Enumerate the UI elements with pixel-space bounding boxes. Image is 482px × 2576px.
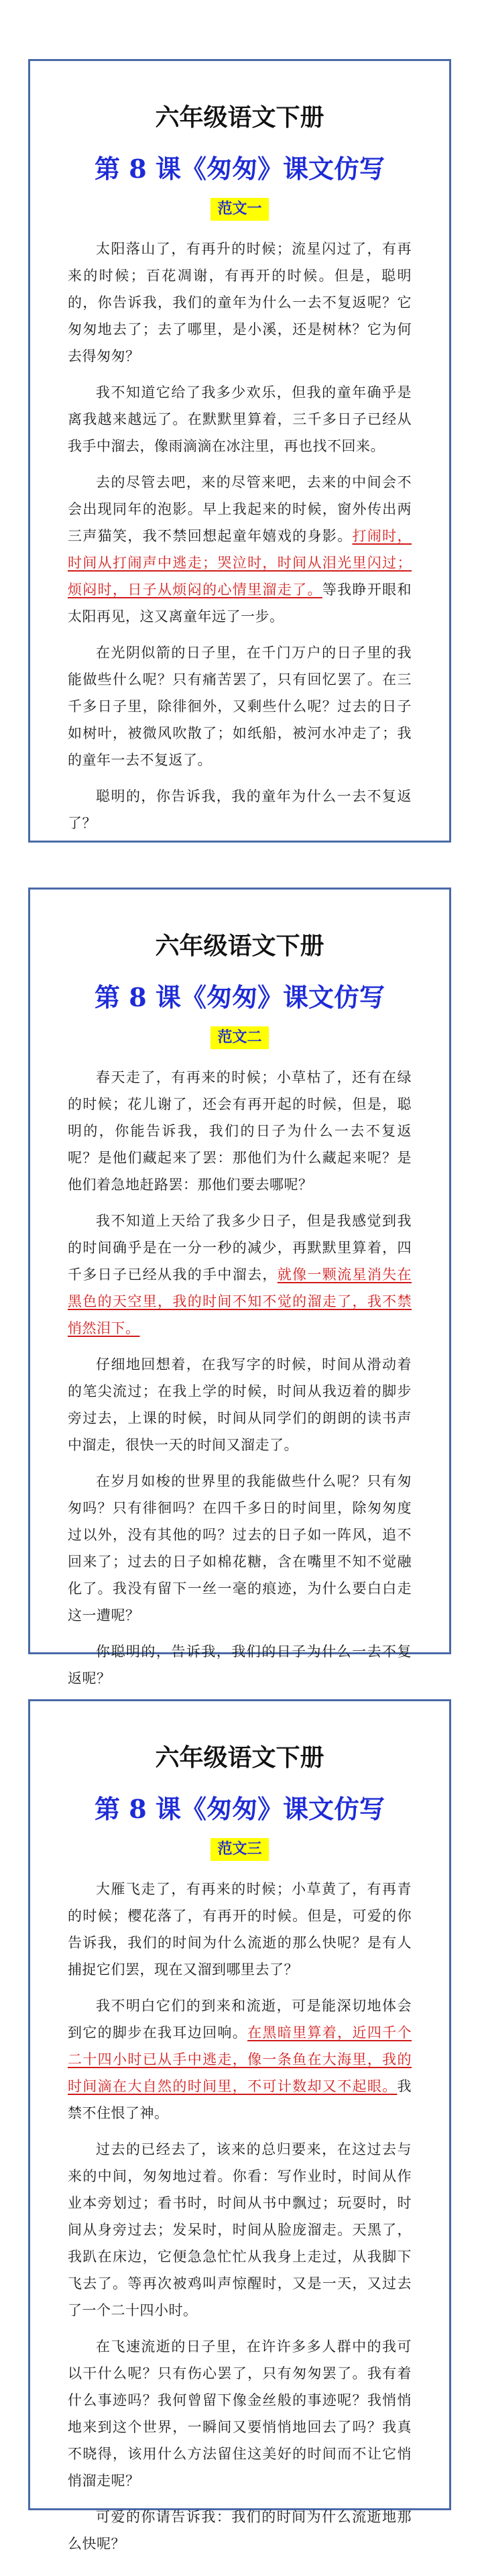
essay-paragraph: 我不知道上天给了我多少日子，但是我感觉到我的时间确乎是在一分一秒的减少，再默默里算着，四千多日子已经从我的手中溜去，就像一颗流星消失在黑色的天空里，我的时间不知不觉的溜走了，我不禁悄然泪下。 xyxy=(68,1213,412,1336)
essay-paragraph: 我不知道它给了我多少欢乐，但我的童年确乎是离我越来越远了。在默默里算着，三千多日子已经从我手中溜去，像雨滴滴在冰注里，再也找不回来。 xyxy=(68,384,412,454)
page-title: 六年级语文下册 xyxy=(155,1743,324,1772)
highlighted-sentence: 就像一颗流星消失在黑色的天空里，我的时间不知不觉的溜走了，我不禁悄然泪下。 xyxy=(68,1267,412,1336)
essay-paragraph: 你聪明的，告诉我，我们的日子为什么一去不复返呢？ xyxy=(68,1644,412,1686)
essay-page-2 xyxy=(28,888,451,1686)
lesson-subtitle: 第 8 课《匆匆》课文仿写 xyxy=(95,154,385,184)
lesson-subtitle: 第 8 课《匆匆》课文仿写 xyxy=(95,982,385,1012)
sample-badge: 范文二 xyxy=(210,1026,268,1049)
essay-paragraph: 太阳落山了，有再升的时候；流星闪过了，有再来的时候；百花凋谢，有再开的时候。但是，聪明的，你告诉我，我们的童年为什么一去不复返呢？它匆匆地去了；去了哪里，是小溪，还是树林？它为何去得匆匆？ xyxy=(68,241,412,364)
highlighted-sentence: 打闹时，时间从打闹声中逃走；哭泣时，时间从泪光里闪过；烦闷时，日子从烦闷的心情里溜走了。 xyxy=(68,528,412,598)
page-title: 六年级语文下册 xyxy=(155,932,324,960)
essay-paragraph: 仔细地回想着，在我写字的时候，时间从滑动着的笔尖流过；在我上学的时候，时间从我迈着的脚步旁过去，上课的时候，时间从同学们的朗朗的读书声中溜走，很快一天的时间又溜走了。 xyxy=(68,1356,412,1453)
essay-paragraph: 聪明的，你告诉我，我的童年为什么一去不复返了？ xyxy=(68,788,412,831)
sample-badge: 范文一 xyxy=(210,198,268,221)
sample-badge: 范文三 xyxy=(210,1838,268,1861)
essay-paragraph: 过去的已经去了，该来的总归要来，在这过去与来的中间，匆匆地过着。你看：写作业时，时间从作业本旁划过；看书时，时间从书中飘过；玩耍时，时间从身旁过去；发呆时，时间从脸庞溜走。天黑了，我趴在床边，它便急急忙忙从我身上走过，从我脚下飞去了。等再次被鸡叫声惊醒时，又是一天，又过去了一个二十四小时。 xyxy=(68,2141,412,2318)
essay-paragraph: 去的尽管去吧，来的尽管来吧，去来的中间会不会出现同年的泡影。早上我起来的时候，窗外传出两三声猫笑，我不禁回想起童年嬉戏的身影。打闹时，时间从打闹声中逃走；哭泣时，时间从泪光里闪过；烦闷时，日子从烦闷的心情里溜走了。等我睁开眼和太阳再见，这又离童年远了一步。 xyxy=(68,474,412,625)
essay-paragraph: 在飞速流逝的日子里，在许许多多人群中的我可以干什么呢？只有伤心罢了，只有匆匆罢了。我有着什么事迹吗？我何曾留下像金丝般的事迹呢？我悄悄地来到这个世界，一瞬间又要悄悄地回去了吗？我真不晓得，该用什么方法留住这美好的时间而不让它悄悄溜走呢？ xyxy=(68,2339,412,2489)
highlighted-sentence: 在黑暗里算着，近四千个二十四小时已从手中逃走，像一条鱼在大海里，我的时间滴在大自然的时间里，不可计数却又不起眼。 xyxy=(68,2025,412,2094)
page-title: 六年级语文下册 xyxy=(155,103,324,131)
essay-paragraph: 我不明白它们的到来和流逝，可是能深切地体会到它的脚步在我耳边回响。在黑暗里算着，近四千个二十四小时已从手中逃走，像一条鱼在大海里，我的时间滴在大自然的时间里，不可计数却又不起眼。我禁不住恨了神。 xyxy=(68,1998,412,2121)
essay-paragraph: 可爱的你请告诉我：我们的时间为什么流逝地那么快呢？ xyxy=(68,2509,412,2552)
essay-paragraph: 大雁飞走了，有再来的时候；小草黄了，有再青的时候；樱花落了，有再开的时候。但是，可爱的你告诉我，我们的时间为什么流逝的那么快呢？是有人捕捉它们罢，现在又溜到哪里去了？ xyxy=(68,1881,412,1978)
lesson-subtitle: 第 8 课《匆匆》课文仿写 xyxy=(95,1794,385,1824)
essay-paragraph: 在光阴似箭的日子里，在千门万户的日子里的我能做些什么呢？只有痛苦罢了，只有回忆罢了。在三千多日子里，除徘徊外，又剩些什么呢？过去的日子如树叶，被微风吹散了；如纸船，被河水冲走了；我的童年一去不复返了。 xyxy=(68,645,412,768)
essay-page-3 xyxy=(28,1699,451,2552)
essay-paragraph: 春天走了，有再来的时候；小草枯了，还有在绿的时候；花儿谢了，还会有再开起的时候，但是，聪明的，你能告诉我，我们的日子为什么一去不复返呢？是他们藏起来了罢：那他们为什么藏起来呢？是他们着急地赶路罢：那他们要去哪呢？ xyxy=(68,1069,412,1193)
essay-paragraph: 在岁月如梭的世界里的我能做些什么呢？只有匆匆吗？只有徘徊吗？在四千多日的时间里，除匆匆度过以外，没有其他的吗？过去的日子如一阵风，追不回来了；过去的日子如棉花糖，含在嘴里不知不觉融化了。我没有留下一丝一毫的痕迹，为什么要白白走这一遭呢？ xyxy=(68,1473,412,1623)
essay-page-1 xyxy=(28,59,451,843)
